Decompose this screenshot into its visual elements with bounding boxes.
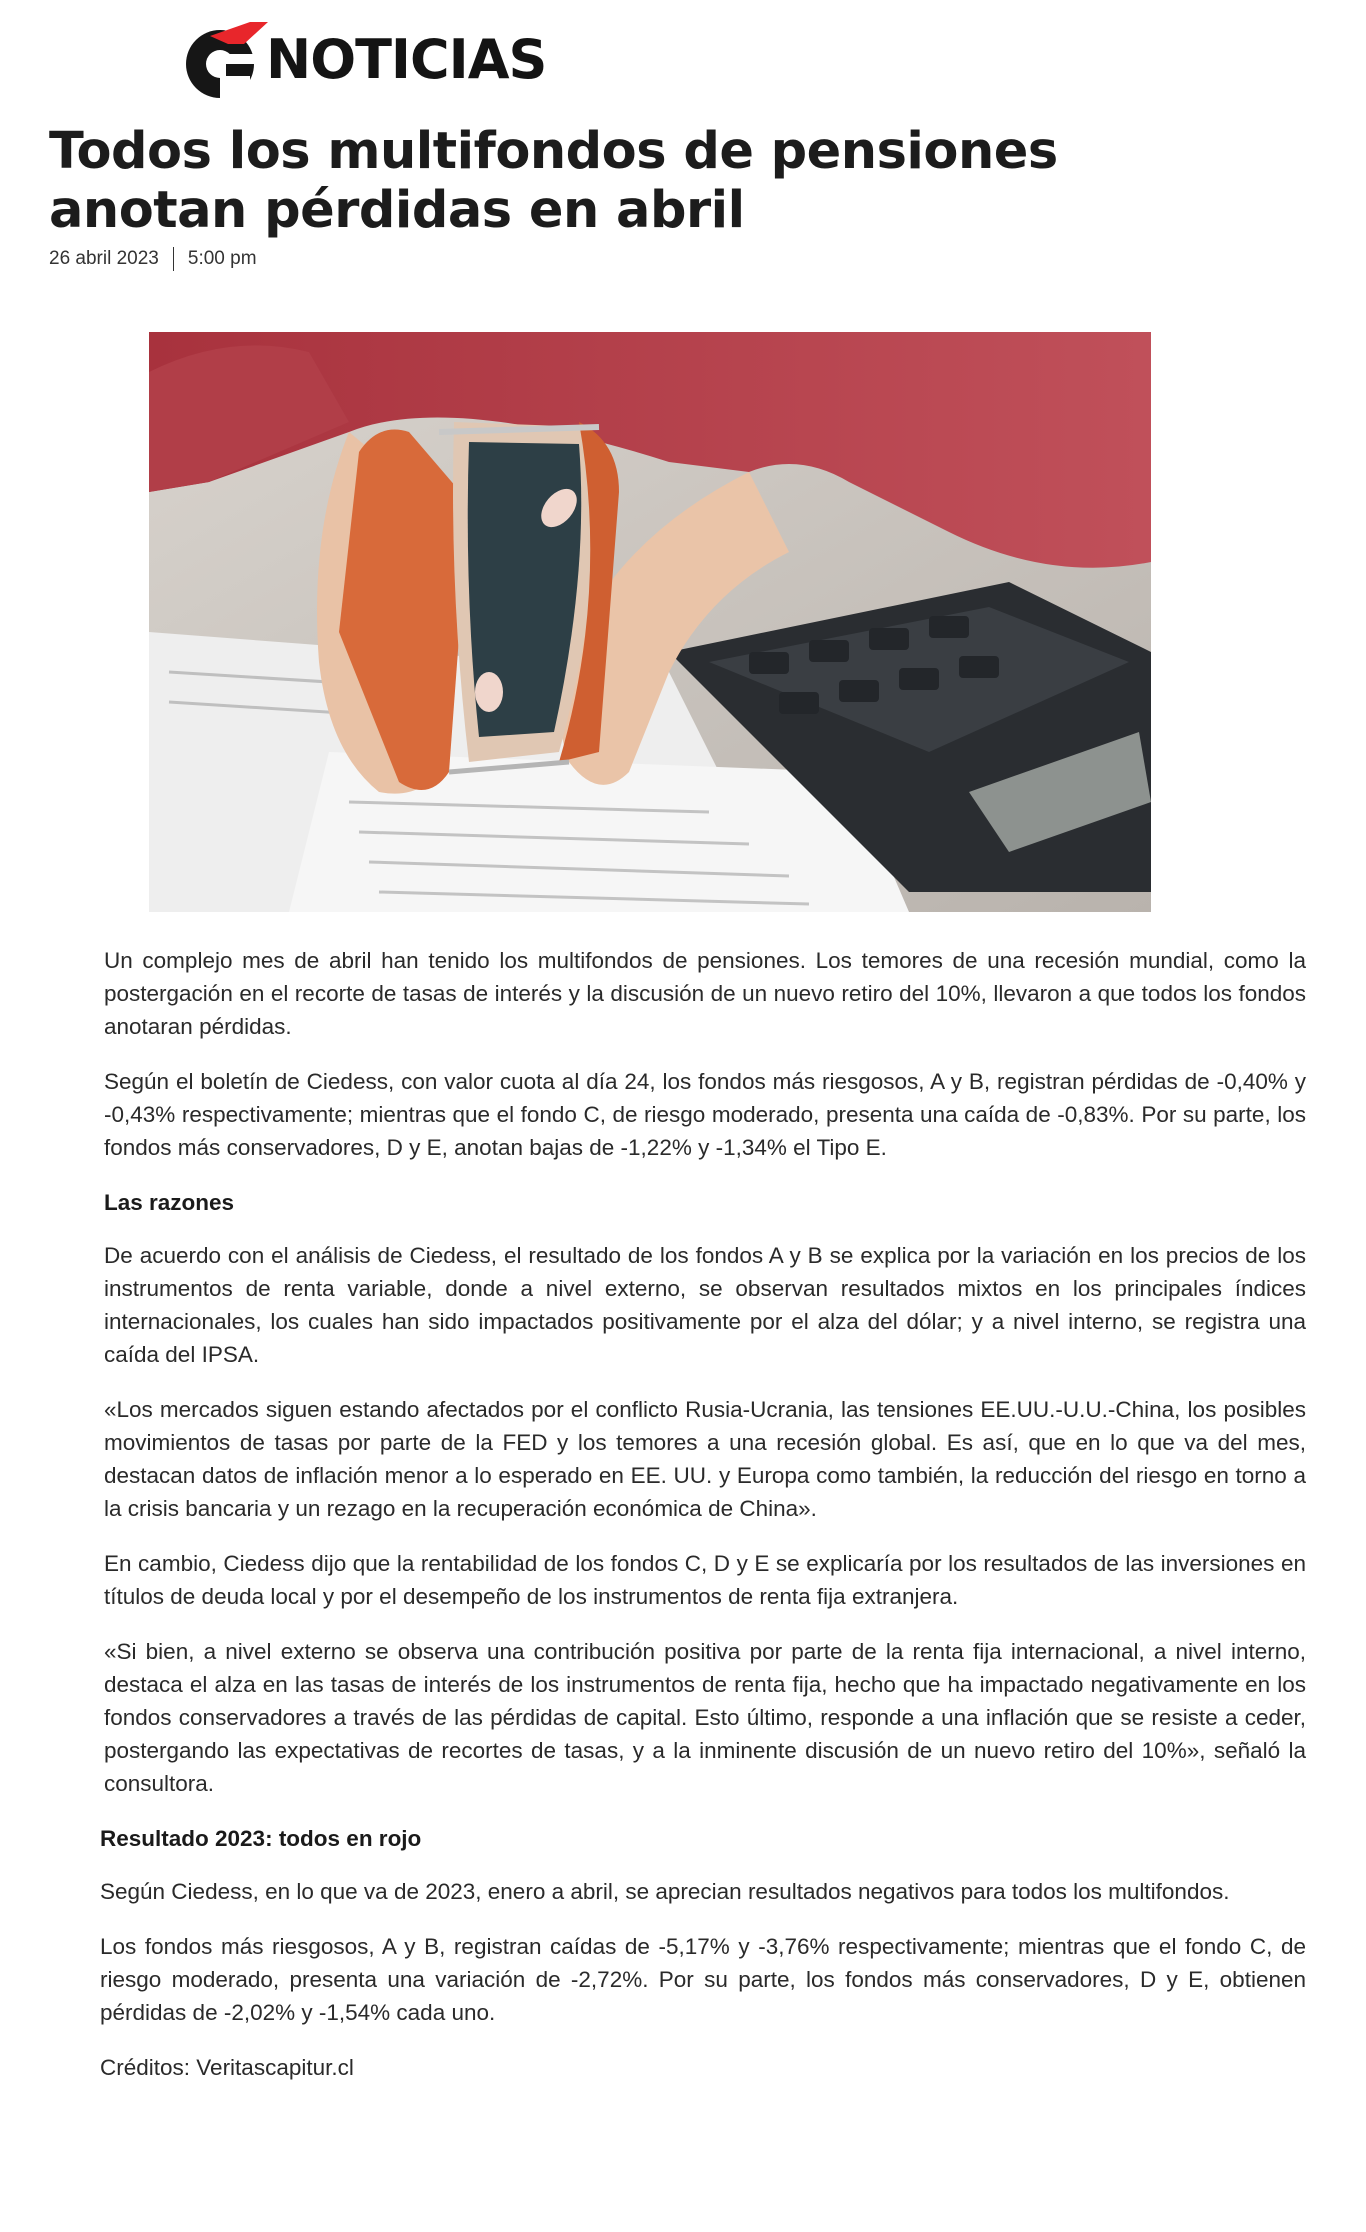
article-paragraph: «Si bien, a nivel externo se observa una contribución positiva por parte de la renta fija internacional, a nivel interno, destaca el alza en las tasas de interés de los instrumentos de renta fija, hecho que ha impactado negativamente en los fondos conservadores a través de las pérdidas de capital. Esto último, responde a una inflación que se resiste a ceder, postergando las expectativas de recortes de tasas, y a la inminente discusión de un nuevo retiro del 10%», señaló la consultora. [104, 1639, 1306, 1796]
article-paragraph: Los fondos más riesgosos, A y B, registran caídas de -5,17% y -3,76% respectivamente; mientras que el fondo C, de riesgo moderado, presenta una variación de -2,72%. Por su parte, los fondos más conservadores, D y E, obtienen pérdidas de -2,02% y -1,54% cada uno. [100, 1934, 1306, 2025]
article-hero-image [149, 332, 1151, 912]
article-date: 26 abril 2023 [49, 248, 159, 269]
article-paragraph: Un complejo mes de abril han tenido los multifondos de pensiones. Los temores de una recesión mundial, como la postergación en el recorte de tasas de interés y la discusión de un nuevo retiro del 10%, llevaron a que todos los fondos anotaran pérdidas. [104, 948, 1306, 1039]
article-meta [49, 247, 257, 271]
article-time: 5:00 pm [187, 248, 257, 269]
article-paragraph: De acuerdo con el análisis de Ciedess, el resultado de los fondos A y B se explica por la variación en los precios de los instrumentos de renta variable, donde a nivel externo, se observan resultados mixtos en los principales índices internacionales, los cuales han sido impactados positivamente por el alza del dólar; y a nivel interno, se registra una caída del IPSA. [104, 1243, 1306, 1367]
meta-divider [173, 247, 174, 271]
section-heading: Resultado 2023: todos en rojo [100, 1826, 422, 1851]
article-paragraph: Según el boletín de Ciedess, con valor cuota al día 24, los fondos más riesgosos, A y B, registran pérdidas de -0,40% y -0,43% respectivamente; mientras que el fondo C, de riesgo moderado, presenta una caída de -0,83%. Por su parte, los fondos más conservadores, D y E, anotan bajas de -1,22% y -1,34% el Tipo E. [104, 1069, 1306, 1160]
article-paragraph: En cambio, Ciedess dijo que la rentabilidad de los fondos C, D y E se explicaría por los resultados de las inversiones en títulos de deuda local y por el desempeño de los instrumentos de renta fija extranjera. [104, 1551, 1306, 1609]
g-swoosh-logo-icon [180, 18, 270, 102]
section-heading: Las razones [104, 1190, 235, 1215]
site-logo[interactable] [180, 18, 546, 102]
article-body [100, 944, 1306, 2106]
empty-wallet-calculator-photo [149, 332, 1151, 912]
article-credits: Créditos: Veritascapitur.cl [100, 2055, 354, 2080]
article-paragraph: Según Ciedess, en lo que va de 2023, enero a abril, se aprecian resultados negativos para todos los multifondos. [100, 1879, 1230, 1904]
article-paragraph: «Los mercados siguen estando afectados por el conflicto Rusia-Ucrania, las tensiones EE.UU.-U.U.-China, los posibles movimientos de tasas por parte de la FED y los temores a una recesión global. Es así, que en lo que va del mes, destacan datos de inflación menor a lo esperado en EE. UU. y Europa como también, la reducción del riesgo en torno a la crisis bancaria y un rezago en la recuperación económica de China». [104, 1397, 1306, 1521]
article-title: Todos los multifondos de pensiones anotan pérdidas en abril [49, 122, 1058, 240]
brand-name: NOTICIAS [266, 28, 547, 91]
